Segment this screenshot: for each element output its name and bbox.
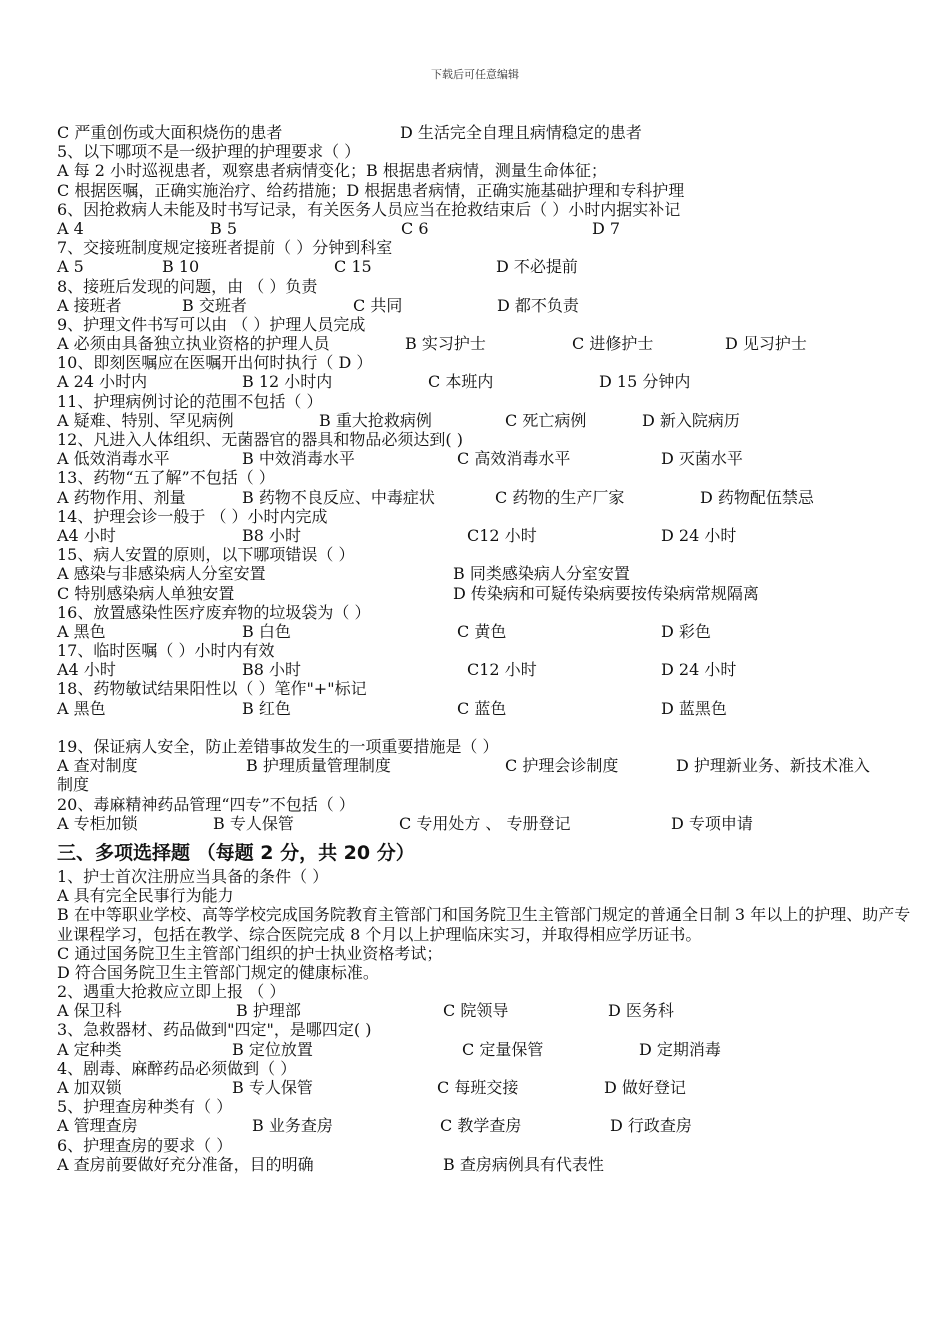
line-text: 10、即刻医嘱应在医嘱开出何时执行（ D ） (57, 353, 373, 373)
option-text: D 定期消毒 (639, 1039, 721, 1059)
page-header: 下载后可任意编辑 (431, 68, 519, 81)
option-text: C12 小时 (467, 660, 537, 680)
option-text: D 彩色 (661, 621, 711, 641)
line-text: A 管理查房 (57, 1116, 138, 1136)
option-text: C 本班内 (428, 372, 494, 392)
option-text: B8 小时 (242, 525, 302, 545)
line-text: 8、接班后发现的问题，由 （ ）负责 (57, 276, 318, 296)
line-text: 5、护理查房种类有（ ） (57, 1097, 233, 1117)
option-text: B 专人保管 (232, 1078, 313, 1098)
blank-line (57, 718, 917, 737)
text-line (57, 257, 917, 276)
line-text: 16、放置感染性医疗废弃物的垃圾袋为（ ） (57, 602, 371, 622)
line-text: A 接班者 (57, 295, 122, 315)
option-text: C 药物的生产厂家 (495, 487, 625, 507)
line-text: A 4 (57, 218, 84, 238)
line-text: A 保卫科 (57, 1001, 122, 1021)
option-text: B 业务查房 (252, 1116, 333, 1136)
text-line (57, 1059, 917, 1078)
line-text: C 特别感染病人单独安置 (57, 583, 235, 603)
text-line (57, 699, 917, 718)
option-text: D 生活完全自理且病情稳定的患者 (400, 123, 642, 142)
option-text: D 药物配伍禁忌 (700, 487, 814, 507)
text-line (57, 679, 917, 698)
option-text: C 专用处方 、 专册登记 (399, 813, 571, 833)
text-line (57, 449, 917, 468)
option-text: C 死亡病例 (505, 410, 587, 430)
line-text: 11、护理病例讨论的范围不包括（ ） (57, 391, 323, 411)
section-heading: 三、多项选择题 （每题 2 分，共 20 分） (57, 841, 415, 864)
text-line (57, 1116, 917, 1135)
text-line (57, 219, 917, 238)
option-text: D 都不负责 (497, 295, 579, 315)
text-line (57, 161, 917, 180)
text-line (57, 775, 917, 794)
option-text: B 中效消毒水平 (242, 449, 355, 469)
line-text: A 5 (57, 257, 84, 277)
line-text: A 每 2 小时巡视患者，观察患者病情变化；B 根据患者病情，测量生命体征； (57, 161, 607, 181)
text-line (57, 315, 917, 334)
text-line (57, 660, 917, 679)
line-text: 5、以下哪项不是一级护理的护理要求（ ） (57, 142, 361, 162)
text-line (57, 353, 917, 372)
line-text: 17、临时医嘱（ ）小时内有效 (57, 641, 275, 661)
text-line (57, 411, 917, 430)
option-text: D 传染病和可疑传染病要按传染病常规隔离 (453, 583, 759, 603)
text-line (57, 468, 917, 487)
line-text: 4、剧毒、麻醉药品必须做到（ ） (57, 1058, 297, 1078)
line-text: A 查对制度 (57, 756, 138, 776)
option-text: B 10 (162, 257, 200, 277)
line-text: A 24 小时内 (57, 372, 148, 392)
text-line (57, 123, 917, 142)
text-line (57, 944, 917, 963)
text-line (57, 982, 917, 1001)
text-line (57, 526, 917, 545)
line-text: C 严重创伤或大面积烧伤的患者 (57, 123, 283, 142)
line-text: A 黑色 (57, 621, 106, 641)
text-line (57, 1136, 917, 1155)
option-text: C12 小时 (467, 525, 537, 545)
option-text: D 蓝黑色 (661, 698, 727, 718)
line-text: A 低效消毒水平 (57, 449, 170, 469)
option-text: B 5 (210, 218, 238, 238)
option-text: B 实习护士 (405, 334, 486, 354)
paragraph-line: B 在中等职业学校、高等学校完成国务院教育主管部门和国务院卫生主管部门规定的普通全日制 3 年以上的护理、助产专业课程学习，包括在教学、综合医院完成 8 个月以上护理临床实习，并取得相应学历证书。 (57, 905, 911, 944)
line-text: 2、遇重大抢救应立即上报 （ ） (57, 982, 286, 1002)
option-text: D 7 (592, 218, 621, 238)
line-text: A 加双锁 (57, 1078, 122, 1098)
option-text: C 高效消毒水平 (457, 449, 571, 469)
line-text: 20、毒麻精神药品管理“四专”不包括（ ） (57, 794, 355, 814)
option-text: C 护理会诊制度 (505, 756, 619, 776)
option-text: B 同类感染病人分室安置 (453, 564, 630, 584)
option-text: D 医务科 (608, 1001, 674, 1021)
option-text: B 查房病例具有代表性 (443, 1154, 604, 1174)
option-text: B 重大抢救病例 (319, 410, 432, 430)
line-text: A 查房前要做好充分准备，目的明确 (57, 1154, 314, 1174)
option-text: B 护理质量管理制度 (246, 756, 391, 776)
option-text: D 15 分钟内 (599, 372, 691, 392)
line-text: 13、药物“五了解”不包括（ ） (57, 468, 275, 488)
text-line (57, 1040, 917, 1059)
text-line (57, 1001, 917, 1020)
option-text: C 6 (401, 218, 429, 238)
text-line (57, 622, 917, 641)
line-text: 3、急救器材、药品做到"四定"，是哪四定( ) (57, 1020, 372, 1040)
option-text: D 新入院病历 (642, 410, 740, 430)
line-text: A 疑难、特别、罕见病例 (57, 410, 234, 430)
option-text: D 专项申请 (671, 813, 753, 833)
option-text: D 行政查房 (610, 1116, 692, 1136)
line-text: A 药物作用、剂量 (57, 487, 186, 507)
option-text: D 见习护士 (725, 334, 807, 354)
line-text: 6、因抢救病人未能及时书写记录，有关医务人员应当在抢救结束后（ ）小时内据实补记 (57, 199, 681, 219)
line-text: 12、凡进入人体组织、无菌器官的器具和物品必须达到( ) (57, 430, 463, 449)
line-text: 14、护理会诊一般于 （ ）小时内完成 (57, 506, 328, 526)
option-text: D 做好登记 (604, 1078, 686, 1098)
text-line (57, 564, 917, 583)
text-line (57, 392, 917, 411)
line-text: 7、交接班制度规定接班者提前（ ）分钟到科室 (57, 238, 393, 258)
line-text: A4 小时 (57, 660, 116, 680)
option-text: C 进修护士 (572, 334, 654, 354)
text-line (57, 641, 917, 660)
option-text: B 12 小时内 (242, 372, 333, 392)
text-line (57, 142, 917, 161)
line-text: 9、护理文件书写可以由 （ ）护理人员完成 (57, 314, 366, 334)
option-text: C 院领导 (443, 1001, 509, 1021)
option-text: B 白色 (242, 621, 291, 641)
line-text: D 符合国务院卫生主管部门规定的健康标准。 (57, 962, 379, 982)
option-text: D 护理新业务、新技术准入 (676, 756, 870, 776)
line-text: A 定种类 (57, 1039, 122, 1059)
text-line (57, 277, 917, 296)
text-line (57, 584, 917, 603)
line-text: 19、保证病人安全，防止差错事故发生的一项重要措施是（ ） (57, 737, 499, 756)
text-line (57, 488, 917, 507)
line-text: C 通过国务院卫生主管部门组织的护士执业资格考试； (57, 943, 443, 963)
option-text: B8 小时 (242, 660, 302, 680)
option-text: B 定位放置 (232, 1039, 313, 1059)
option-text: B 红色 (242, 698, 291, 718)
line-text: 15、病人安置的原则，以下哪项错误（ ） (57, 545, 355, 565)
text-line (57, 507, 917, 526)
option-text: C 共同 (353, 295, 403, 315)
line-text: 制度 (57, 775, 90, 795)
text-line (57, 200, 917, 219)
option-text: B 专人保管 (213, 813, 294, 833)
text-line (57, 814, 917, 833)
option-text: D 灭菌水平 (661, 449, 743, 469)
option-text: D 24 小时 (661, 660, 737, 680)
text-line (57, 296, 917, 315)
text-line (57, 372, 917, 391)
line-text: A 专柜加锁 (57, 813, 138, 833)
option-text: D 24 小时 (661, 525, 737, 545)
option-text: C 每班交接 (437, 1078, 519, 1098)
text-line (57, 795, 917, 814)
document-body (57, 123, 917, 1174)
line-text: A4 小时 (57, 525, 116, 545)
text-line (57, 1097, 917, 1116)
line-text: 6、护理查房的要求（ ） (57, 1135, 233, 1155)
line-text: A 必须由具备独立执业资格的护理人员 (57, 334, 330, 354)
option-text: B 药物不良反应、中毒症状 (242, 487, 435, 507)
text-line (57, 1155, 917, 1174)
line-text: A 具有完全民事行为能力 (57, 886, 234, 906)
text-line (57, 430, 917, 449)
line-text: 18、药物敏试结果阳性以（ ）笔作"+"标记 (57, 679, 367, 699)
line-text: A 黑色 (57, 698, 106, 718)
option-text: B 护理部 (236, 1001, 301, 1021)
text-line (57, 867, 917, 886)
text-line (57, 334, 917, 353)
text-line (57, 737, 917, 756)
text-line (57, 545, 917, 564)
text-line (57, 1078, 917, 1097)
option-text: C 教学查房 (440, 1116, 522, 1136)
option-text: C 15 (334, 257, 372, 277)
text-line (57, 603, 917, 622)
line-text: A 感染与非感染病人分室安置 (57, 564, 266, 584)
text-line (57, 181, 917, 200)
option-text: D 不必提前 (496, 257, 578, 277)
text-line (57, 886, 917, 905)
option-text: B 交班者 (182, 295, 247, 315)
text-line (57, 238, 917, 257)
option-text: C 黄色 (457, 621, 507, 641)
option-text: C 蓝色 (457, 698, 507, 718)
text-line (57, 1020, 917, 1039)
option-text: C 定量保管 (462, 1039, 544, 1059)
text-line (57, 963, 917, 982)
line-text: 1、护士首次注册应当具备的条件（ ） (57, 866, 329, 886)
text-line (57, 756, 917, 775)
line-text: C 根据医嘱，正确实施治疗、给药措施；D 根据患者病情，正确实施基础护理和专科护理 (57, 180, 685, 200)
